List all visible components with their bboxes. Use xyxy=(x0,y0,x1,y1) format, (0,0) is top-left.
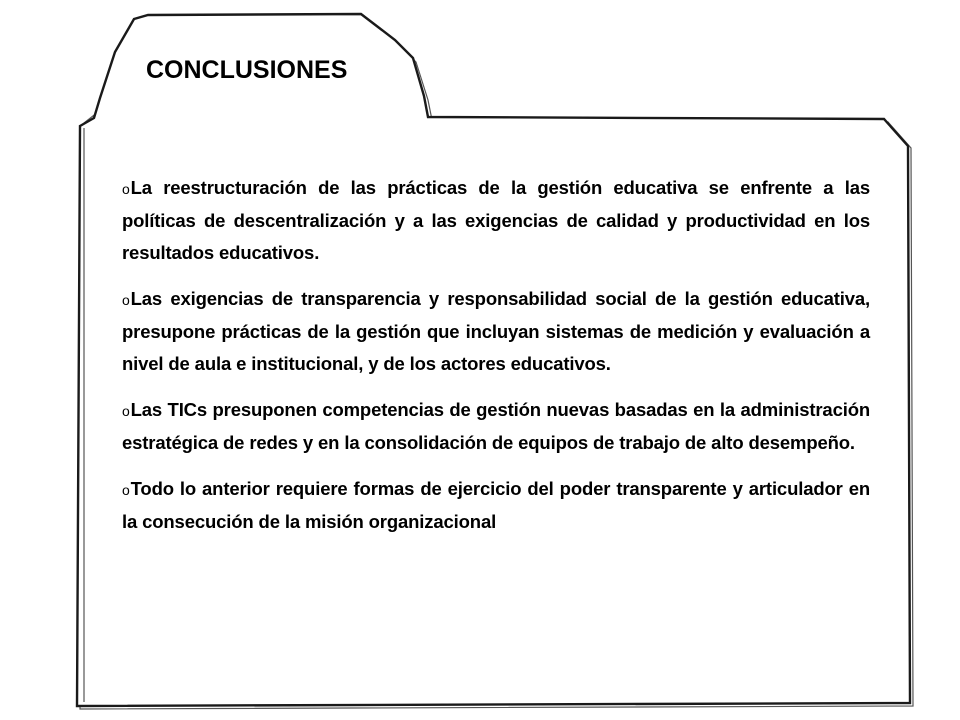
list-item-text: La reestructuración de las prácticas de la gestión educativa se enfrente a las políticas de descentralización y a las exigencias de calidad y productividad en los resultados educativos. xyxy=(122,177,870,263)
list-item xyxy=(122,172,870,269)
page-title: CONCLUSIONES xyxy=(146,56,348,84)
list-item xyxy=(122,283,870,380)
bullet-icon: o xyxy=(122,292,130,308)
list-item xyxy=(122,394,870,459)
bullet-icon: o xyxy=(122,482,130,498)
list-item-text: Todo lo anterior requiere formas de ejercicio del poder transparente y articulador en la consecución de la misión organizacional xyxy=(122,478,870,532)
list-item-text: Las TICs presuponen competencias de gestión nuevas basadas en la administración estratégica de redes y en la consolidación de equipos de trabajo de alto desempeño. xyxy=(122,399,870,453)
list-item xyxy=(122,473,870,538)
bullet-icon: o xyxy=(122,181,130,197)
list-item-text: Las exigencias de transparencia y responsabilidad social de la gestión educativa, presupone prácticas de la gestión que incluyan sistemas de medición y evaluación a nivel de aula e institucional, y de los actores educativos. xyxy=(122,288,870,374)
conclusions-list xyxy=(122,172,870,552)
bullet-icon: o xyxy=(122,403,130,419)
